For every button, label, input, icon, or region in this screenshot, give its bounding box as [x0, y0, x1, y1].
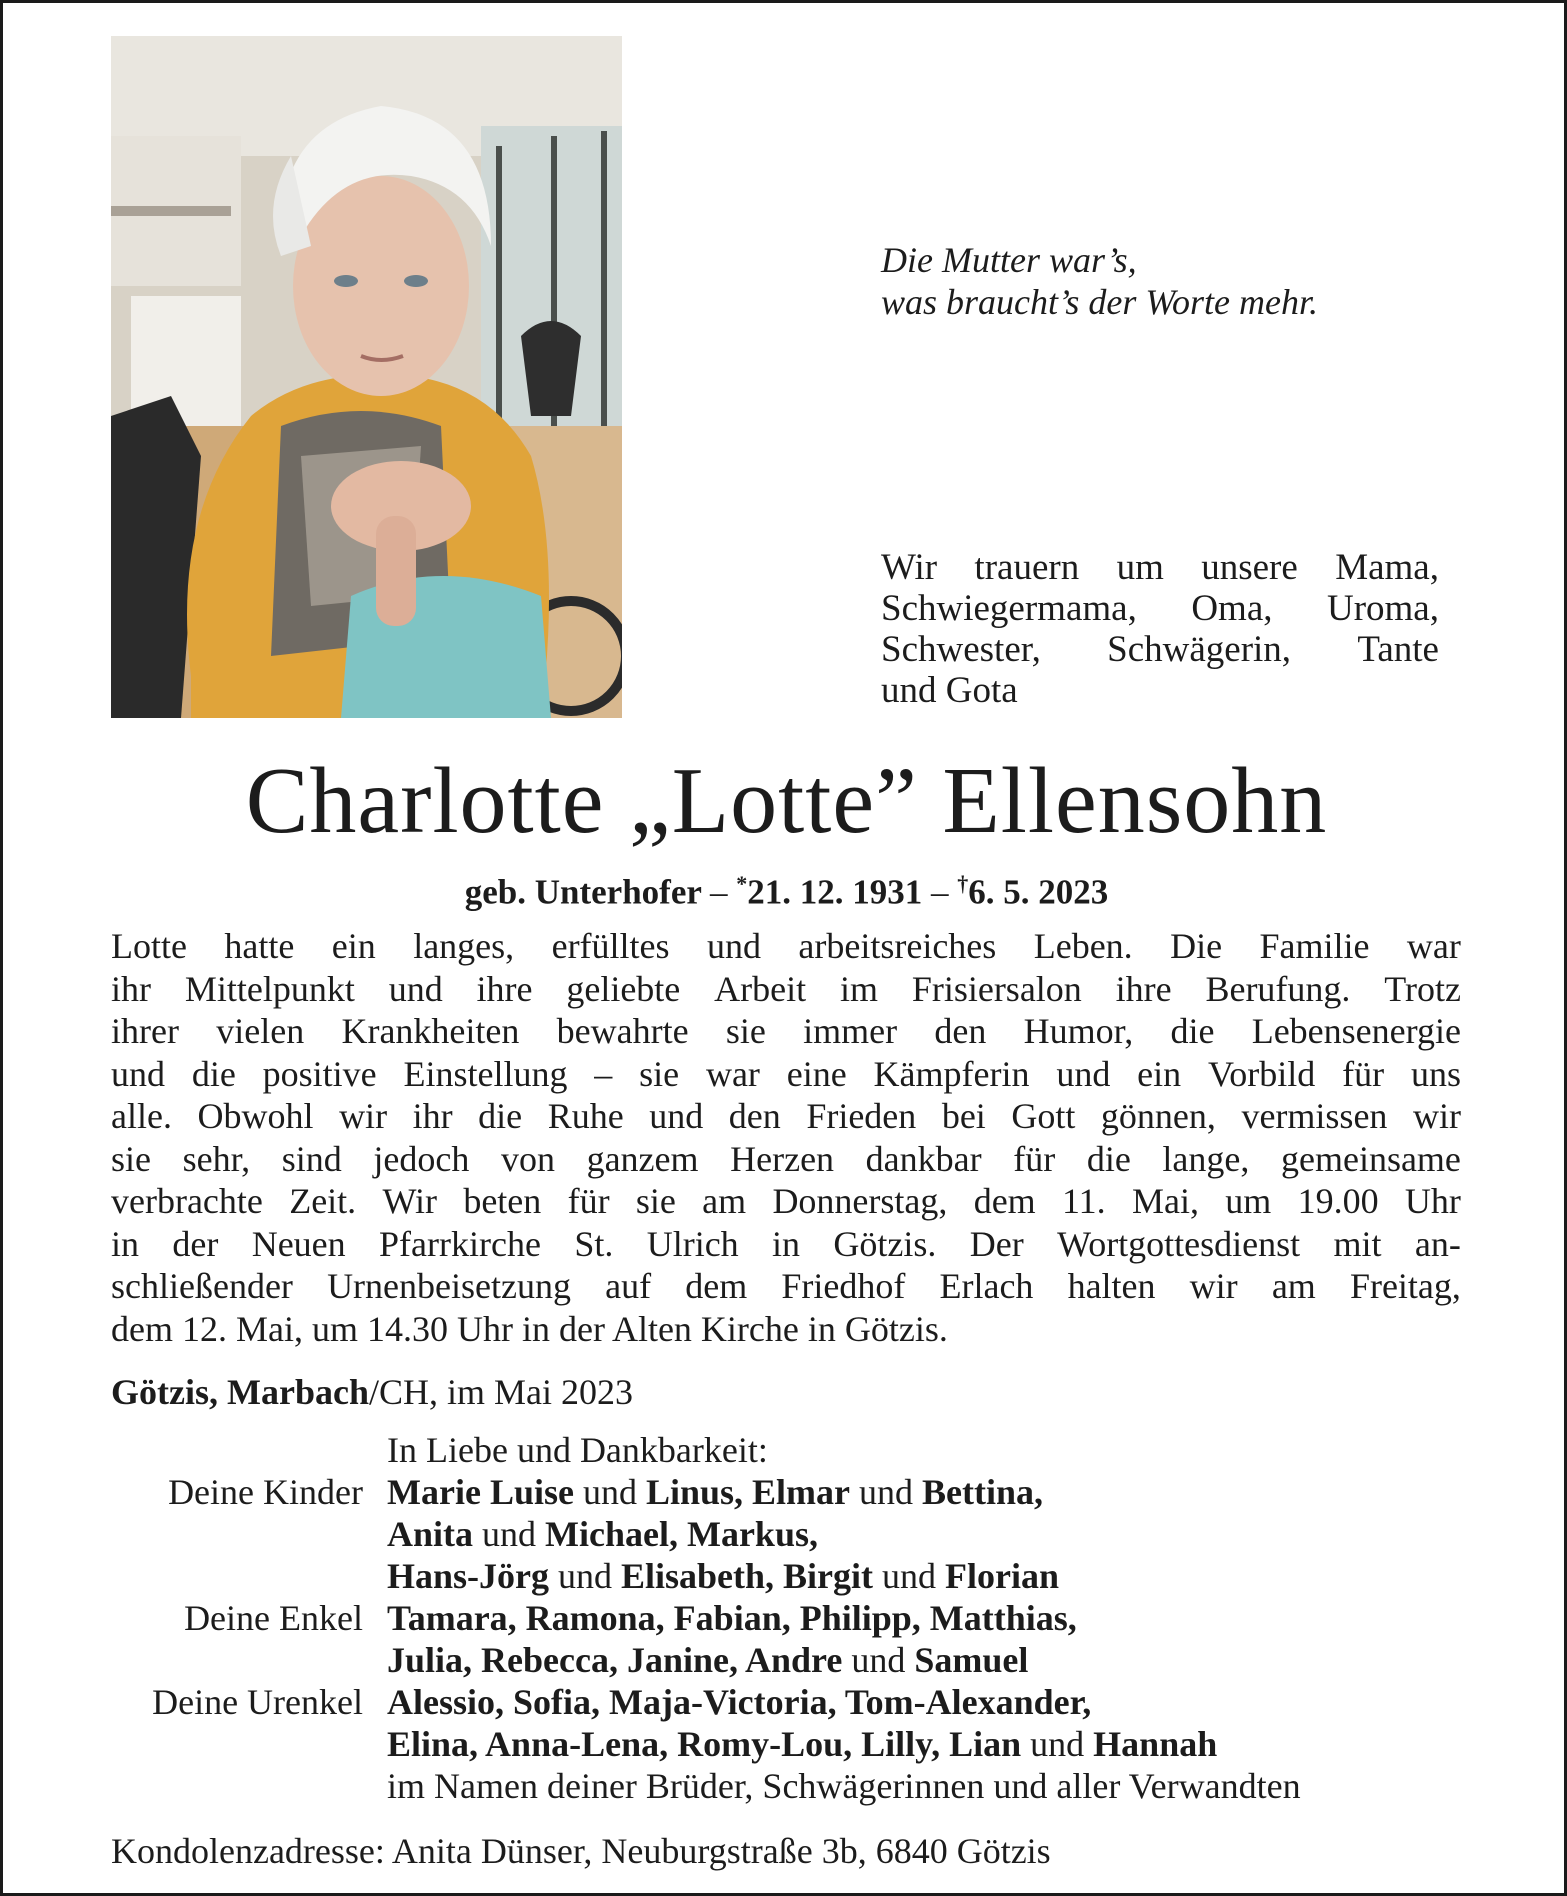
obituary-body [111, 925, 1461, 1350]
separator: – [710, 872, 728, 912]
body-line: verbrachte Zeit. Wir beten für sie am Donnerstag, dem 11. Mai, um 19.00 Uhr [111, 1181, 1461, 1221]
portrait-photo [111, 36, 622, 718]
family-row [3, 1723, 1567, 1765]
family-names: Tamara, Ramona, Fabian, Philipp, Matthias, [387, 1598, 1077, 1638]
family-intro: In Liebe und Dankbarkeit: [387, 1430, 768, 1470]
birth-date: 21. 12. 1931 [747, 872, 923, 912]
mourning-text [881, 547, 1439, 711]
family-row [3, 1597, 1567, 1639]
motto-line: was braucht’s der Worte mehr. [881, 282, 1319, 322]
mourning-line: und Gota [881, 670, 1018, 711]
body-line: ihrer vielen Krankheiten bewahrte sie immer den Humor, die Lebensenergie [111, 1011, 1461, 1051]
body-line: dem 12. Mai, um 14.30 Uhr in der Alten Kirche in Götzis. [111, 1308, 948, 1349]
condolence-address: Kondolenzadresse: Anita Dünser, Neuburgstraße 3b, 6840 Götzis [111, 1831, 1051, 1871]
motto-quote [881, 239, 1318, 323]
place-date [111, 1371, 633, 1413]
body-line: in der Neuen Pfarrkirche St. Ulrich in Götzis. Der Wortgottesdienst mit an- [111, 1223, 1461, 1264]
born-mark: * [736, 871, 748, 896]
family-row [3, 1639, 1567, 1681]
body-line: ihr Mittelpunkt und ihre geliebte Arbeit im Frisiersalon ihre Berufung. Trotz [111, 968, 1461, 1009]
family-group-label: Deine Urenkel [152, 1682, 363, 1722]
family-names: Julia, Rebecca, Janine, Andre und Samuel [387, 1640, 1029, 1680]
separator: – [931, 872, 949, 912]
family-row [3, 1681, 1567, 1723]
family-names: Alessio, Sofia, Maja-Victoria, Tom-Alexander, [387, 1682, 1092, 1722]
family-row [3, 1555, 1567, 1597]
family-names: Hans-Jörg und Elisabeth, Birgit und Florian [387, 1556, 1060, 1596]
body-line: Lotte hatte ein langes, erfülltes und arbeitsreiches Leben. Die Familie war [111, 926, 1461, 966]
family-list [3, 1429, 1567, 1807]
life-dates [3, 863, 1567, 914]
motto-line: Die Mutter war’s, [881, 240, 1137, 280]
family-names: Elina, Anna-Lena, Romy-Lou, Lilly, Lian und Hannah [387, 1724, 1218, 1764]
place-names: Götzis, Marbach [111, 1372, 369, 1412]
family-row [3, 1471, 1567, 1513]
family-names: Marie Luise und Linus, Elmar und Bettina, [387, 1472, 1044, 1512]
body-line: und die positive Einstellung – sie war eine Kämpferin und ein Vorbild für uns [111, 1053, 1461, 1094]
family-row [3, 1513, 1567, 1555]
family-row [3, 1765, 1567, 1807]
family-names: im Namen deiner Brüder, Schwägerinnen und aller Verwandten [387, 1766, 1301, 1806]
birth-name: geb. Unterhofer [464, 872, 702, 912]
body-line: schließender Urnenbeisetzung auf dem Friedhof Erlach halten wir am Freitag, [111, 1266, 1461, 1306]
body-line: sie sehr, sind jedoch von ganzem Herzen dankbar für die lange, gemeinsame [111, 1138, 1461, 1179]
family-names: Anita und Michael, Markus, [387, 1514, 818, 1554]
family-group-label: Deine Kinder [168, 1472, 363, 1512]
deceased-name: Charlotte „Lotte” Ellensohn [245, 749, 1328, 853]
body-line: alle. Obwohl wir ihr die Ruhe und den Frieden bei Gott gönnen, vermissen wir [111, 1096, 1461, 1136]
mourning-line: Schwester, Schwägerin, Tante [881, 629, 1439, 670]
died-mark: † [957, 871, 969, 896]
death-date: 6. 5. 2023 [968, 872, 1109, 912]
place-rest: /CH, im Mai 2023 [368, 1372, 633, 1412]
mourning-line: Wir trauern um unsere Mama, [881, 547, 1439, 588]
mourning-line: Schwiegermama, Oma, Uroma, [881, 588, 1439, 629]
family-intro-row [3, 1429, 1567, 1471]
family-group-label: Deine Enkel [184, 1598, 363, 1638]
